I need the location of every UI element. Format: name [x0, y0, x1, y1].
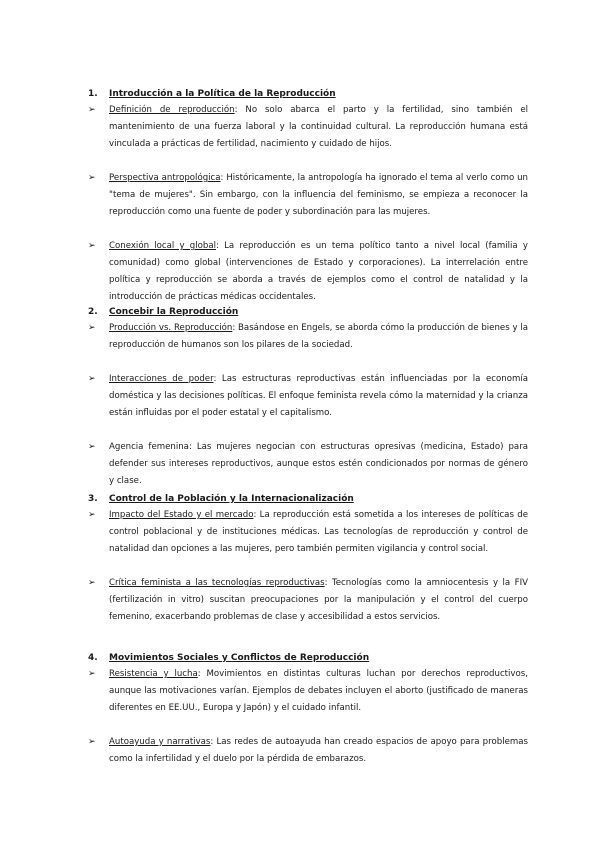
item-text: : La reproducción es un tema político tanto a nivel local (familia y comunidad) como global (intervenciones de Estado y corporaciones). La interrelación entre política y reproducción se aborda a través de ejemplos como el control de natalidad y la introducción de prácticas médicas occidentales.: [109, 241, 528, 302]
section-number: 1.: [88, 89, 98, 99]
section-1: [88, 88, 528, 306]
item-text: : Históricamente, la antropología ha ignorado el tema al verlo como un "tema de mujeres". Sin embargo, con la influencia del feminismo, se empieza a reconocer la reproducción como una fuente de poder y subordinación para las mujeres.: [109, 173, 528, 217]
section-number: 2.: [88, 307, 98, 317]
arrow-bullet-icon: ➢: [88, 737, 96, 747]
item-text: : No solo abarca el parto y la fertilidad, sino también el mantenimiento de una fuerza laboral y la continuidad cultural. La reproducción humana está vinculada a prácticas de fertilidad, nacimiento y cuidado de hijos.: [109, 105, 528, 149]
section-number: 4.: [88, 653, 98, 663]
arrow-bullet-icon: ➢: [88, 510, 96, 520]
section-3: [88, 493, 528, 626]
item-text: Agencia femenina: Las mujeres negocian con estructuras opresivas (medicina, Estado) para defender sus intereses reproductivos, aunque estos estén condicionados por normas de género y clase.: [109, 442, 528, 486]
list-item: [88, 507, 528, 558]
item-text: : Movimientos en distintas culturas luchan por derechos reproductivos, aunque las motivaciones varían. Ejemplos de debates incluyen el aborto (justificado de maneras diferentes en EE.UU., Europa y Japón) y el cuidado infantil.: [109, 669, 528, 713]
list-item: [88, 439, 528, 490]
item-term: Interacciones de poder: [109, 374, 214, 384]
list-item: [88, 170, 528, 221]
arrow-bullet-icon: ➢: [88, 578, 96, 588]
item-text: : Las redes de autoayuda han creado espacios de apoyo para problemas como la infertilidad y el duelo por la pérdida de embarazos.: [109, 737, 528, 764]
section-heading: [88, 652, 528, 665]
section-heading: [88, 88, 528, 101]
list-item: [88, 734, 528, 768]
item-text: : Tecnologías como la amniocentesis y la FIV (fertilización in vitro) suscitan preocupaciones por la manipulación y el control del cuerpo femenino, exacerbando problemas de clase y accesibilidad a estos servicios.: [109, 578, 528, 622]
list-item: [88, 666, 528, 717]
arrow-bullet-icon: ➢: [88, 105, 96, 115]
item-term: Perspectiva antropológica: [109, 173, 221, 183]
section-number: 3.: [88, 494, 98, 504]
section-heading: [88, 493, 528, 506]
section-title: Introducción a la Política de la Reproducción: [109, 89, 336, 99]
item-text: : Basándose en Engels, se aborda cómo la producción de bienes y la reproducción de humanos son los pilares de la sociedad.: [109, 323, 528, 350]
section-title: Control de la Población y la Internacionalización: [109, 494, 354, 504]
arrow-bullet-icon: ➢: [88, 374, 96, 384]
item-text: : La reproducción está sometida a los intereses de políticas de control poblacional y de instituciones médicas. Las tecnologías de reproducción y control de natalidad dan opciones a las mujeres, pero también permiten vigilancia y control social.: [109, 510, 528, 554]
section-2: [88, 306, 528, 490]
list-item: [88, 102, 528, 153]
arrow-bullet-icon: ➢: [88, 241, 96, 251]
section-heading: [88, 306, 528, 319]
arrow-bullet-icon: ➢: [88, 323, 96, 333]
list-item: [88, 371, 528, 422]
item-term: Producción vs. Reproducción: [109, 323, 233, 333]
arrow-bullet-icon: ➢: [88, 669, 96, 679]
item-term: Autoayuda y narrativas: [109, 737, 211, 747]
section-title: Concebir la Reproducción: [109, 307, 239, 317]
item-term: Impacto del Estado y el mercado: [109, 510, 254, 520]
item-term: Crítica feminista a las tecnologías reproductivas: [109, 578, 325, 588]
list-item: [88, 575, 528, 626]
arrow-bullet-icon: ➢: [88, 442, 96, 452]
item-term: Definición de reproducción: [109, 105, 235, 115]
section-title: Movimientos Sociales y Conflictos de Reproducción: [109, 653, 370, 663]
list-item: [88, 238, 528, 306]
item-text: : Las estructuras reproductivas están influenciadas por la economía doméstica y las decisiones políticas. El enfoque feminista revela cómo la maternidad y la crianza están influidas por el poder estatal y el capitalismo.: [109, 374, 528, 418]
arrow-bullet-icon: ➢: [88, 173, 96, 183]
item-term: Conexión local y global: [109, 241, 216, 251]
item-term: Resistencia y lucha: [109, 669, 198, 679]
list-item: [88, 320, 528, 354]
section-4: [88, 652, 528, 768]
